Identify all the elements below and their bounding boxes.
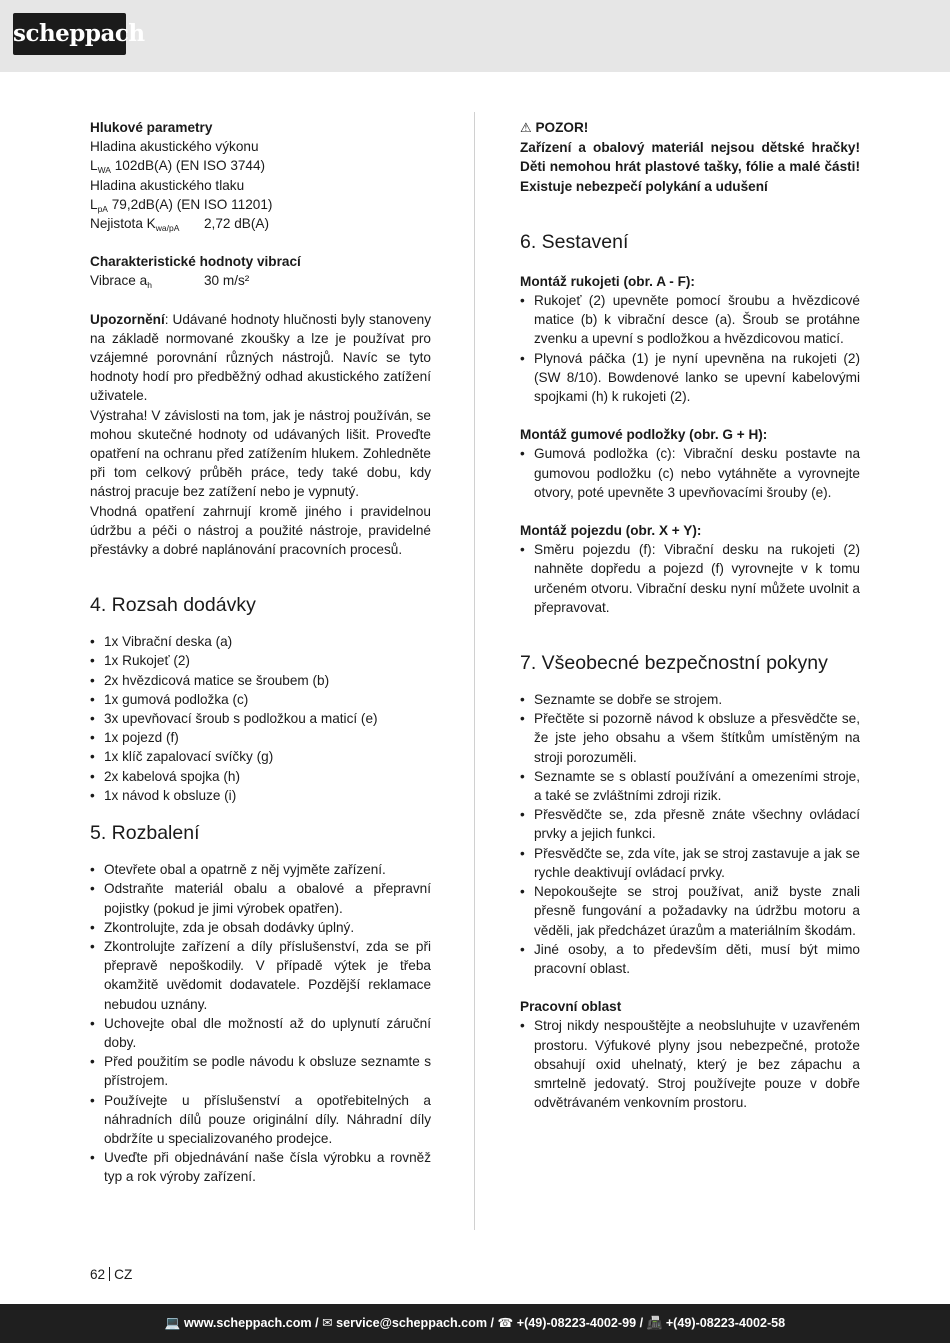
list-item: • 1x Rukojeť (2) [90,651,431,670]
list-item: • Používejte u příslušenství a opotřebitelných a náhradních dílů pouze originální díly. Náhradní díly obdržíte u specializovaného prodejce. [90,1091,431,1149]
uncertainty-line: Nejistota $K_{wa/pA}$ 2,72 dB(A) [90,216,269,234]
list-item: • Přesvědčte se, zda přesně znáte všechny ovládací prvky a jejich funkci. [520,805,860,843]
computer-icon: 💻 [164,1316,181,1330]
list-item: • 3x upevňovací šroub s podložkou a maticí (e) [90,709,431,728]
header-bar [0,0,950,72]
list-item: • Před použitím se podle návodu k obsluze seznamte s přístrojem. [90,1052,431,1090]
rubber-mount-list [520,444,860,502]
list-item: • Přesvědčte se, zda víte, jak se stroj zastavuje a jak se rychle deaktivují ovládací prvky. [520,844,860,882]
list-item: • Gumová podložka (c): Vibrační desku postavte na gumovou podložku (c) nebo vytáhněte a vyrovnejte otvory, poté upevněte 3 upevňovacími šrouby (e). [520,444,860,502]
caution-heading: ⚠ POZOR! [520,120,589,136]
scheppach-logo: scheppach [13,13,126,55]
list-item: • 2x kabelová spojka (h) [90,767,431,786]
lwa-line: $L_{WA}$ 102dB(A) (EN ISO 3744) [90,158,266,176]
list-item: • 1x Vibrační deska (a) [90,632,431,651]
list-item: • 1x návod k obsluze (i) [90,786,431,805]
vibration-line: Vibrace $a_h$ 30 m/s² [90,273,250,291]
list-item: • 1x klíč zapalovací svíčky (g) [90,747,431,766]
list-item: • Stroj nikdy nespouštějte a neobsluhujte v uzavřeném prostoru. Výfukové plyny jsou nebezpečné, protože obsahují oxid uhelnatý, který je bez zápachu a smrtelně jedovatý. Stroj používejte pouze v dobře odvětrávaném venkovním prostoru. [520,1016,860,1112]
email-link[interactable]: service@scheppach.com [336,1316,488,1330]
list-item: • Jiné osoby, a to především děti, musí být mimo pracovní oblast. [520,940,860,978]
website-link[interactable]: www.scheppach.com [183,1316,312,1330]
caution-text: Zařízení a obalový materiál nejsou dětské hračky! Děti nemohou hrát plastové tašky, fólie a malé části! Existuje nebezpečí polykání a udušení [520,140,860,194]
unpacking-list [90,860,431,1186]
warning-paragraph: Výstraha! V závislosti na tom, jak je nástroj používán, se mohou skutečné hodnoty od udávaných lišit. Proveďte opatření na ochranu před zatížením hlukem. Zohledněte při tom celkový průběh práce, tedy také dobu, kdy nástroj pracuje bez zatížení nebo je vypnutý. [90,407,431,500]
envelope-icon: ✉ [322,1316,333,1330]
list-item: • 2x hvězdicová matice se šroubem (b) [90,671,431,690]
handle-mount-list [520,291,860,406]
handle-mount-title: Montáž rukojeti (obr. A - F): [520,273,695,289]
phone-icon: ☎ [497,1316,514,1330]
footer-bar: 💻 www.scheppach.com / ✉ service@scheppach.com / ☎ +(49)-08223-4002-99 / 📠 +(49)-08223-4002-58 [0,1304,950,1343]
list-item: • Uveďte při objednávání naše čísla výrobku a rovněž typ a rok výroby zařízení. [90,1148,431,1186]
column-divider [474,112,475,1230]
wheel-mount-list [520,540,860,617]
list-item: • 1x gumová podložka (c) [90,690,431,709]
list-item: • Seznamte se dobře se strojem. [520,690,860,709]
noise-title: Hlukové parametry [90,120,213,135]
list-item: • Zkontrolujte zařízení a díly příslušenství, zda se při přepravě nepoškodily. V případě výtek je třeba okamžitě uvědomit dodavatele. Pozdější reklamace nebudou uznány. [90,937,431,1014]
fax-number: +(49)-08223-4002-58 [665,1316,786,1330]
left-column [90,118,431,1187]
list-item: • Seznamte se s oblastí používání a omezeními stroje, a také se zvláštními zdroji rizik. [520,767,860,805]
safety-list [520,690,860,978]
list-item: • Přečtěte si pozorně návod k obsluze a přesvědčte se, že jste jeho obsahu a všem štítkům umístěným na stroji porozuměli. [520,709,860,767]
wheel-mount-title: Montáž pojezdu (obr. X + Y): [520,523,702,539]
page-number: 62 CZ [90,1267,133,1282]
list-item: • Rukojeť (2) upevněte pomocí šroubu a hvězdicové matice (b) k vibrační desce (a). Šroub se protáhne zvenku a upevní s podložkou a hvězdicovou maticí. [520,291,860,349]
list-item: • Směru pojezdu (f): Vibrační desku na rukojeti (2) nahněte dopředu a pojezd (f) vyrovnejte v k tomu určeném otvoru. Vibrační desku nyní můžete uvolnit a přepravovat. [520,540,860,617]
section-5-title: 5. Rozbalení [90,822,200,845]
list-item: • Odstraňte materiál obalu a obalové a přepravní pojistky (pokud je jimi výrobek opatřen). [90,879,431,917]
sound-power-label: Hladina akustického výkonu [90,139,259,155]
section-6-title: 6. Sestavení [520,230,629,253]
notice-paragraph: Upozornění: Udávané hodnoty hlučnosti byly stanoveny na základě normované zkoušky a lze je používat pro vzájemné porovnání různých nástrojů. Navíc se tyto hodnoty hodí pro předběžný odhad akustického zatížení uživatele. [90,311,431,404]
phone-number: +(49)-08223-4002-99 [516,1316,637,1330]
list-item: • 1x pojezd (f) [90,728,431,747]
work-area-title: Pracovní oblast [520,999,622,1015]
sound-pressure-label: Hladina akustického tlaku [90,177,245,193]
vibration-title: Charakteristické hodnoty vibrací [90,254,301,270]
list-item: • Zkontrolujte, zda je obsah dodávky úplný. [90,918,431,937]
measures-paragraph: Vhodná opatření zahrnují kromě jiného i pravidelnou údržbu a péči o nástroj a použité nástroje, pravidelné přestávky a dobré naplánování pracovních procesů. [90,503,431,558]
section-4-title: 4. Rozsah dodávky [90,594,256,617]
rubber-mount-title: Montáž gumové podložky (obr. G + H): [520,427,768,443]
list-item: • Otevřete obal a opatrně z něj vyjměte zařízení. [90,860,431,879]
list-item: • Uchovejte obal dle možností až do uplynutí záruční doby. [90,1014,431,1052]
work-area-list [520,1016,860,1112]
delivery-list [90,632,431,805]
warning-triangle-icon: ⚠ [520,121,532,136]
section-7-title: 7. Všeobecné bezpečnostní pokyny [520,652,828,675]
right-column [520,118,860,1112]
list-item: • Nepokoušejte se stroj používat, aniž byste znali přesně fungování a požadavky na údržbu motoru a věděli, jak předcházet úrazům a materiálním škodám. [520,882,860,940]
list-item: • Plynová páčka (1) je nyní upevněna na rukojeti (2) (SW 8/10). Bowdenové lanko se upevní kabelovými spojkami (h) k rukojeti (2). [520,349,860,407]
lpa-line: $L_{pA}$ 79,2dB(A) (EN ISO 11201) [90,196,273,214]
fax-icon: 📠 [646,1316,663,1330]
